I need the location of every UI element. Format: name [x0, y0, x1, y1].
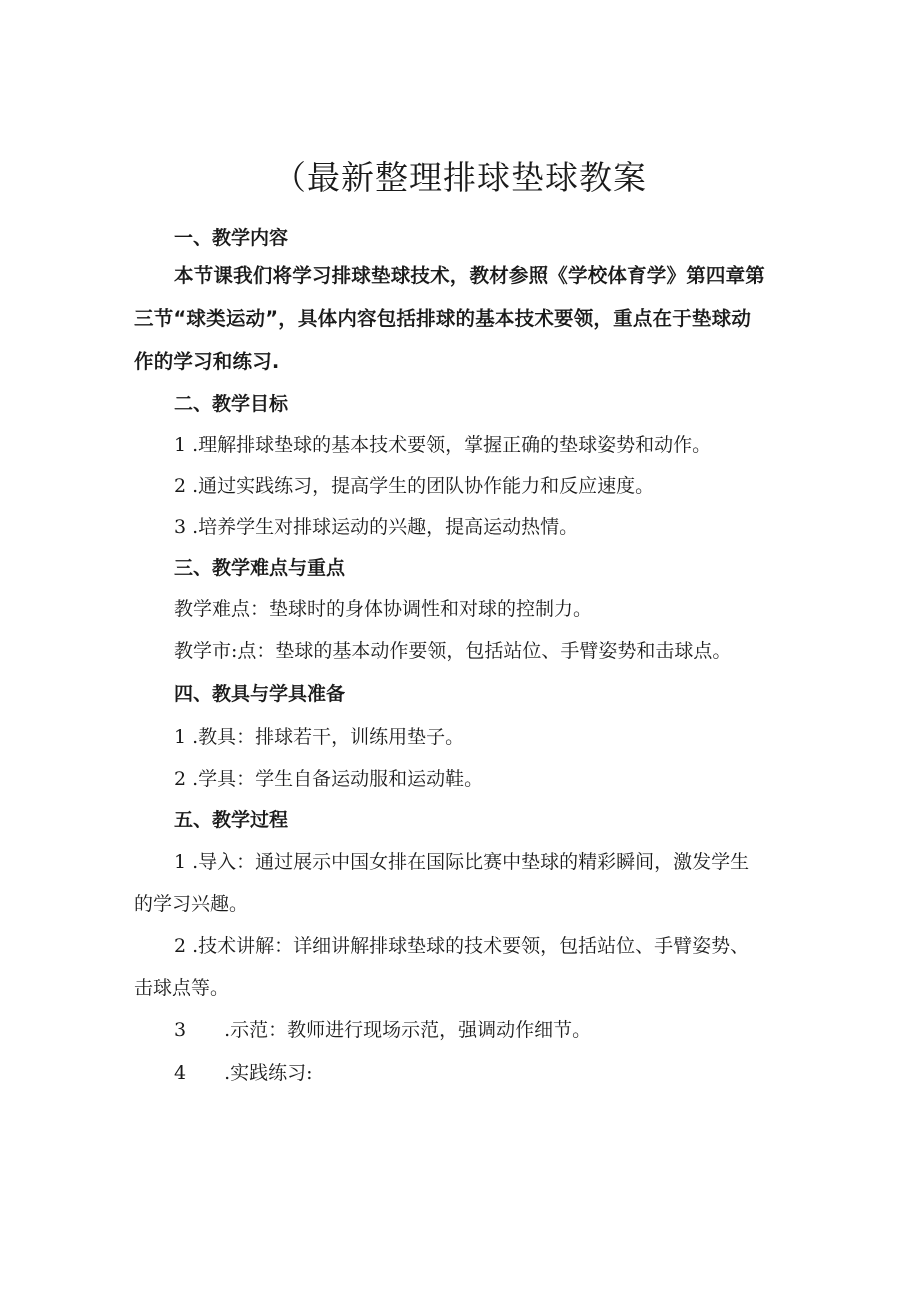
list-text: .通过实践练习，提高学生的团队协作能力和反应速度。	[192, 475, 655, 497]
list-item	[174, 428, 711, 462]
list-item	[174, 1013, 591, 1047]
paragraph-line: 三节“球类运动”，具体内容包括排球的基本技术要领，重点在于垫球动	[134, 307, 752, 330]
list-number: 2	[174, 935, 187, 957]
paragraph-line: 教学难点：垫球时的身体协调性和对球的控制力。	[174, 598, 593, 620]
paragraph-line: 教学市:点：垫球的基本动作要领，包括站位、手臂姿势和击球点。	[174, 640, 732, 662]
section-heading-difficulties: 三、教学难点与重点	[174, 557, 346, 579]
section-heading-materials: 四、教具与学具准备	[174, 683, 346, 705]
list-number: 2	[174, 475, 187, 497]
list-text: .实践练习:	[224, 1062, 313, 1084]
list-item	[174, 929, 749, 963]
page-title: （最新整理排球垫球教案	[273, 158, 647, 197]
section-heading-content: 一、教学内容	[174, 227, 289, 249]
list-number: 1	[174, 851, 187, 873]
list-number: 4	[174, 1062, 187, 1084]
list-text: .理解排球垫球的基本技术要领，掌握正确的垫球姿势和动作。	[192, 434, 712, 456]
list-item	[174, 510, 578, 544]
list-item	[174, 762, 483, 796]
list-number: 3	[174, 1019, 187, 1041]
list-item	[174, 469, 654, 503]
list-item	[174, 720, 464, 754]
list-number: 3	[174, 516, 187, 538]
list-text: .培养学生对排球运动的兴趣，提高运动热情。	[192, 516, 579, 538]
list-text: .教具：排球若干，训练用垫子。	[192, 726, 465, 748]
paragraph-line: 本节课我们将学习排球垫球技术，教材参照《学校体育学》第四章第	[174, 264, 766, 287]
list-text: .导入：通过展示中国女排在国际比赛中垫球的精彩瞬间，激发学生	[192, 851, 750, 873]
list-text: .学具：学生自备运动服和运动鞋。	[192, 768, 484, 790]
list-text: .技术讲解：详细讲解排球垫球的技术要领，包括站位、手臂姿势、	[192, 935, 750, 957]
list-number: 1	[174, 434, 187, 456]
list-item-continuation: 的学习兴趣。	[134, 893, 249, 915]
list-item-continuation: 击球点等。	[134, 977, 230, 999]
section-heading-process: 五、教学过程	[174, 809, 289, 831]
list-number: 1	[174, 726, 187, 748]
list-item	[174, 1056, 313, 1090]
list-text: .示范：教师进行现场示范，强调动作细节。	[224, 1019, 592, 1041]
paragraph-line: 作的学习和练习.	[134, 350, 280, 373]
list-number: 2	[174, 768, 187, 790]
section-heading-objectives: 二、教学目标	[174, 393, 289, 415]
list-item	[174, 845, 749, 879]
